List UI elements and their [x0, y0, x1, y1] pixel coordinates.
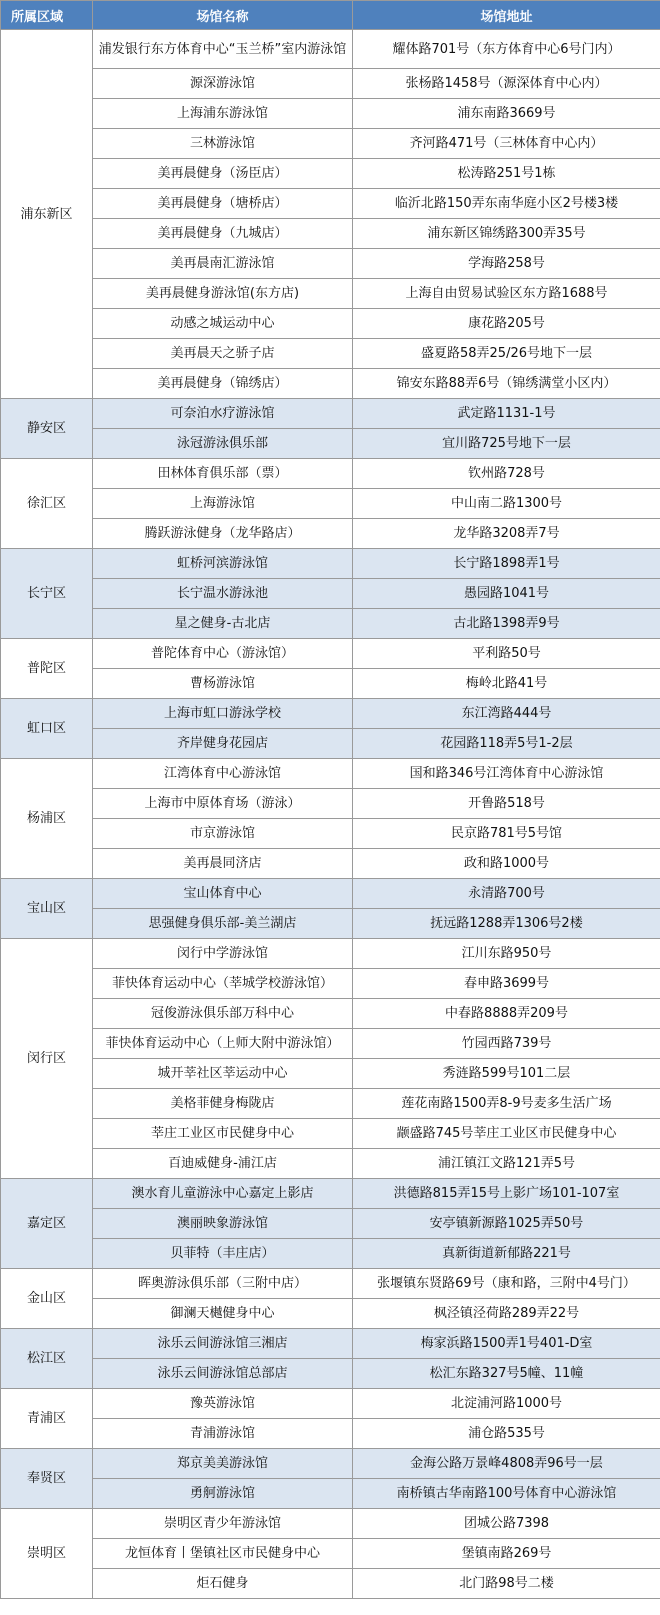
venue-address-cell: 临沂北路150弄东南华庭小区2号楼3楼 [353, 189, 660, 219]
venue-name-cell: 宝山体育中心 [93, 879, 353, 909]
table-row [1, 429, 660, 459]
district-cell: 金山区 [1, 1269, 93, 1329]
venue-name-cell: 上海市虹口游泳学校 [93, 699, 353, 729]
table-row [1, 939, 660, 969]
table-row [1, 579, 660, 609]
table-row [1, 1569, 660, 1599]
venue-address-cell: 浦江镇江文路121弄5号 [353, 1149, 660, 1179]
venue-name-cell: 龙恒体育丨堡镇社区市民健身中心 [93, 1539, 353, 1569]
venue-name-cell: 美再晨天之骄子店 [93, 339, 353, 369]
district-cell: 崇明区 [1, 1509, 93, 1599]
table-row [1, 309, 660, 339]
venue-name-cell: 泳冠游泳俱乐部 [93, 429, 353, 459]
table-row [1, 189, 660, 219]
venue-name-cell: 上海游泳馆 [93, 489, 353, 519]
venue-address-cell: 梅家浜路1500弄1号401-D室 [353, 1329, 660, 1359]
table-row [1, 1509, 660, 1539]
table-row [1, 1449, 660, 1479]
district-cell: 长宁区 [1, 549, 93, 639]
venue-address-cell: 春申路3699号 [353, 969, 660, 999]
venue-address-cell: 金海公路万景峰4808弄96号一层 [353, 1449, 660, 1479]
district-cell: 浦东新区 [1, 30, 93, 399]
table-row [1, 369, 660, 399]
venue-name-cell: 可奈泊水疗游泳馆 [93, 399, 353, 429]
venue-name-cell: 上海市中原体育场（游泳） [93, 789, 353, 819]
venue-address-cell: 开鲁路518号 [353, 789, 660, 819]
table-row [1, 249, 660, 279]
table-row [1, 1059, 660, 1089]
table-row [1, 639, 660, 669]
table-row [1, 1479, 660, 1509]
venue-name-cell: 田林体育俱乐部（票） [93, 459, 353, 489]
venue-address-cell: 上海自由贸易试验区东方路1688号 [353, 279, 660, 309]
venue-name-cell: 美再晨健身游泳馆(东方店) [93, 279, 353, 309]
venue-address-cell: 浦东新区锦绣路300弄35号 [353, 219, 660, 249]
venue-address-cell: 莲花南路1500弄8-9号麦多生活广场 [353, 1089, 660, 1119]
table-row [1, 30, 660, 69]
venue-name-cell: 腾跃游泳健身（龙华路店） [93, 519, 353, 549]
venue-address-cell: 盛夏路58弄25/26号地下一层 [353, 339, 660, 369]
venue-name-cell: 思强健身俱乐部-美兰湖店 [93, 909, 353, 939]
venue-address-cell: 龙华路3208弄7号 [353, 519, 660, 549]
table-row [1, 1239, 660, 1269]
header-venue-address: 场馆地址 [353, 1, 660, 30]
venue-name-cell: 齐岸健身花园店 [93, 729, 353, 759]
venue-name-cell: 美再晨健身（锦绣店） [93, 369, 353, 399]
venue-address-cell: 抚远路1288弄1306号2楼 [353, 909, 660, 939]
venue-name-cell: 菲快体育运动中心（莘城学校游泳馆） [93, 969, 353, 999]
venue-address-cell: 洪德路815弄15号上影广场101-107室 [353, 1179, 660, 1209]
venue-address-cell: 齐河路471号（三林体育中心内） [353, 129, 660, 159]
venue-address-cell: 武定路1131-1号 [353, 399, 660, 429]
venue-address-cell: 浦仓路535号 [353, 1419, 660, 1449]
district-cell: 嘉定区 [1, 1179, 93, 1269]
venue-name-cell: 虹桥河滨游泳馆 [93, 549, 353, 579]
table-row [1, 999, 660, 1029]
table-row [1, 1299, 660, 1329]
table-row [1, 489, 660, 519]
venue-name-cell: 上海浦东游泳馆 [93, 99, 353, 129]
table-row [1, 1419, 660, 1449]
venue-address-cell: 中春路8888弄209号 [353, 999, 660, 1029]
table-row [1, 879, 660, 909]
venue-address-cell: 松涛路251号1栋 [353, 159, 660, 189]
table-row [1, 1119, 660, 1149]
table-row [1, 459, 660, 489]
venue-address-cell: 古北路1398弄9号 [353, 609, 660, 639]
district-cell: 虹口区 [1, 699, 93, 759]
table-row [1, 1029, 660, 1059]
venue-address-cell: 中山南二路1300号 [353, 489, 660, 519]
venue-name-cell: 澳丽映象游泳馆 [93, 1209, 353, 1239]
venue-address-cell: 张杨路1458号（源深体育中心内） [353, 69, 660, 99]
district-cell: 松江区 [1, 1329, 93, 1389]
table-row [1, 219, 660, 249]
venue-name-cell: 江湾体育中心游泳馆 [93, 759, 353, 789]
table-row [1, 129, 660, 159]
table-header [1, 1, 660, 30]
venue-address-cell: 政和路1000号 [353, 849, 660, 879]
venue-address-cell: 江川东路950号 [353, 939, 660, 969]
venue-address-cell: 永清路700号 [353, 879, 660, 909]
table-row [1, 1179, 660, 1209]
venue-name-cell: 莘庄工业区市民健身中心 [93, 1119, 353, 1149]
venue-name-cell: 百迪威健身-浦江店 [93, 1149, 353, 1179]
venue-address-cell: 北淀浦河路1000号 [353, 1389, 660, 1419]
header-district: 所属区域 [1, 1, 93, 30]
venue-name-cell: 长宁温水游泳池 [93, 579, 353, 609]
venue-address-cell: 民京路781号5号馆 [353, 819, 660, 849]
venue-address-cell: 东江湾路444号 [353, 699, 660, 729]
table-row [1, 99, 660, 129]
district-cell: 奉贤区 [1, 1449, 93, 1509]
venue-name-cell: 美再晨健身（汤臣店） [93, 159, 353, 189]
header-row [1, 1, 660, 30]
venue-name-cell: 美再晨健身（塘桥店） [93, 189, 353, 219]
venue-name-cell: 青浦游泳馆 [93, 1419, 353, 1449]
venue-name-cell: 澳水育儿童游泳中心嘉定上影店 [93, 1179, 353, 1209]
table-row [1, 699, 660, 729]
venue-address-cell: 浦东南路3669号 [353, 99, 660, 129]
venue-name-cell: 美再晨南汇游泳馆 [93, 249, 353, 279]
venue-name-cell: 美格菲健身梅陇店 [93, 1089, 353, 1119]
district-cell: 静安区 [1, 399, 93, 459]
venue-name-cell: 普陀体育中心（游泳馆） [93, 639, 353, 669]
venue-address-cell: 堡镇南路269号 [353, 1539, 660, 1569]
venue-address-cell: 颛盛路745号莘庄工业区市民健身中心 [353, 1119, 660, 1149]
table-row [1, 1089, 660, 1119]
venue-name-cell: 星之健身-古北店 [93, 609, 353, 639]
venue-address-cell: 南桥镇古华南路100号体育中心游泳馆 [353, 1479, 660, 1509]
venue-address-cell: 平利路50号 [353, 639, 660, 669]
table-row [1, 69, 660, 99]
venue-address-cell: 团城公路7398 [353, 1509, 660, 1539]
header-venue-name: 场馆名称 [93, 1, 353, 30]
table-row [1, 159, 660, 189]
venue-name-cell: 崇明区青少年游泳馆 [93, 1509, 353, 1539]
district-cell: 青浦区 [1, 1389, 93, 1449]
district-cell: 普陀区 [1, 639, 93, 699]
venue-name-cell: 泳乐云间游泳馆总部店 [93, 1359, 353, 1389]
table-row [1, 819, 660, 849]
venue-name-cell: 御澜天樾健身中心 [93, 1299, 353, 1329]
venue-address-cell: 竹园西路739号 [353, 1029, 660, 1059]
table-row [1, 849, 660, 879]
table-body [1, 30, 660, 1599]
venue-address-cell: 锦安东路88弄6号（锦绣满堂小区内） [353, 369, 660, 399]
venue-name-cell: 郑京美美游泳馆 [93, 1449, 353, 1479]
venue-name-cell: 泳乐云间游泳馆三湘店 [93, 1329, 353, 1359]
venue-name-cell: 菲快体育运动中心（上师大附中游泳馆） [93, 1029, 353, 1059]
venue-name-cell: 美再晨同济店 [93, 849, 353, 879]
table-row [1, 399, 660, 429]
venue-address-cell: 宜川路725号地下一层 [353, 429, 660, 459]
venue-address-cell: 愚园路1041号 [353, 579, 660, 609]
table-row [1, 549, 660, 579]
district-cell: 宝山区 [1, 879, 93, 939]
venue-name-cell: 动感之城运动中心 [93, 309, 353, 339]
venue-name-cell: 美再晨健身（九城店） [93, 219, 353, 249]
venue-address-cell: 秀涟路599号101二层 [353, 1059, 660, 1089]
venue-name-cell: 源深游泳馆 [93, 69, 353, 99]
venue-name-cell: 贝菲特（丰庄店） [93, 1239, 353, 1269]
venue-address-cell: 康花路205号 [353, 309, 660, 339]
table-row [1, 1359, 660, 1389]
venue-name-cell: 市京游泳馆 [93, 819, 353, 849]
venue-address-cell: 梅岭北路41号 [353, 669, 660, 699]
venue-name-cell: 晖奥游泳俱乐部（三附中店） [93, 1269, 353, 1299]
venue-address-cell: 松汇东路327号5幢、11幢 [353, 1359, 660, 1389]
venue-address-cell: 安亭镇新源路1025弄50号 [353, 1209, 660, 1239]
venue-name-cell: 冠俊游泳俱乐部万科中心 [93, 999, 353, 1029]
table-row [1, 1209, 660, 1239]
venue-address-cell: 学海路258号 [353, 249, 660, 279]
district-cell: 闵行区 [1, 939, 93, 1179]
table-row [1, 909, 660, 939]
venue-address-cell: 枫泾镇泾荷路289弄22号 [353, 1299, 660, 1329]
venue-address-cell: 钦州路728号 [353, 459, 660, 489]
venue-name-cell: 炬石健身 [93, 1569, 353, 1599]
venue-name-cell: 三林游泳馆 [93, 129, 353, 159]
table-row [1, 729, 660, 759]
table-row [1, 1329, 660, 1359]
venue-name-cell: 浦发银行东方体育中心“玉兰桥”室内游泳馆 [93, 30, 353, 69]
venue-name-cell: 城开莘社区莘运动中心 [93, 1059, 353, 1089]
table-row [1, 969, 660, 999]
table-row [1, 339, 660, 369]
table-row [1, 669, 660, 699]
venue-name-cell: 勇舸游泳馆 [93, 1479, 353, 1509]
venue-address-cell: 北门路98号二楼 [353, 1569, 660, 1599]
venue-address-cell: 耀体路701号（东方体育中心6号门内） [353, 30, 660, 69]
venue-name-cell: 曹杨游泳馆 [93, 669, 353, 699]
table-row [1, 789, 660, 819]
table-row [1, 759, 660, 789]
table-row [1, 609, 660, 639]
venue-address-cell: 真新街道新郁路221号 [353, 1239, 660, 1269]
venue-address-cell: 花园路118弄5号1-2层 [353, 729, 660, 759]
district-cell: 徐汇区 [1, 459, 93, 549]
table-row [1, 1269, 660, 1299]
venue-name-cell: 闵行中学游泳馆 [93, 939, 353, 969]
table-row [1, 1539, 660, 1569]
table-row [1, 519, 660, 549]
venue-address-cell: 国和路346号江湾体育中心游泳馆 [353, 759, 660, 789]
table-row [1, 279, 660, 309]
district-cell: 杨浦区 [1, 759, 93, 879]
venue-address-cell: 长宁路1898弄1号 [353, 549, 660, 579]
venue-name-cell: 豫英游泳馆 [93, 1389, 353, 1419]
table-row [1, 1389, 660, 1419]
table-row [1, 1149, 660, 1179]
venue-address-cell: 张堰镇东贤路69号（康和路，三附中4号门） [353, 1269, 660, 1299]
